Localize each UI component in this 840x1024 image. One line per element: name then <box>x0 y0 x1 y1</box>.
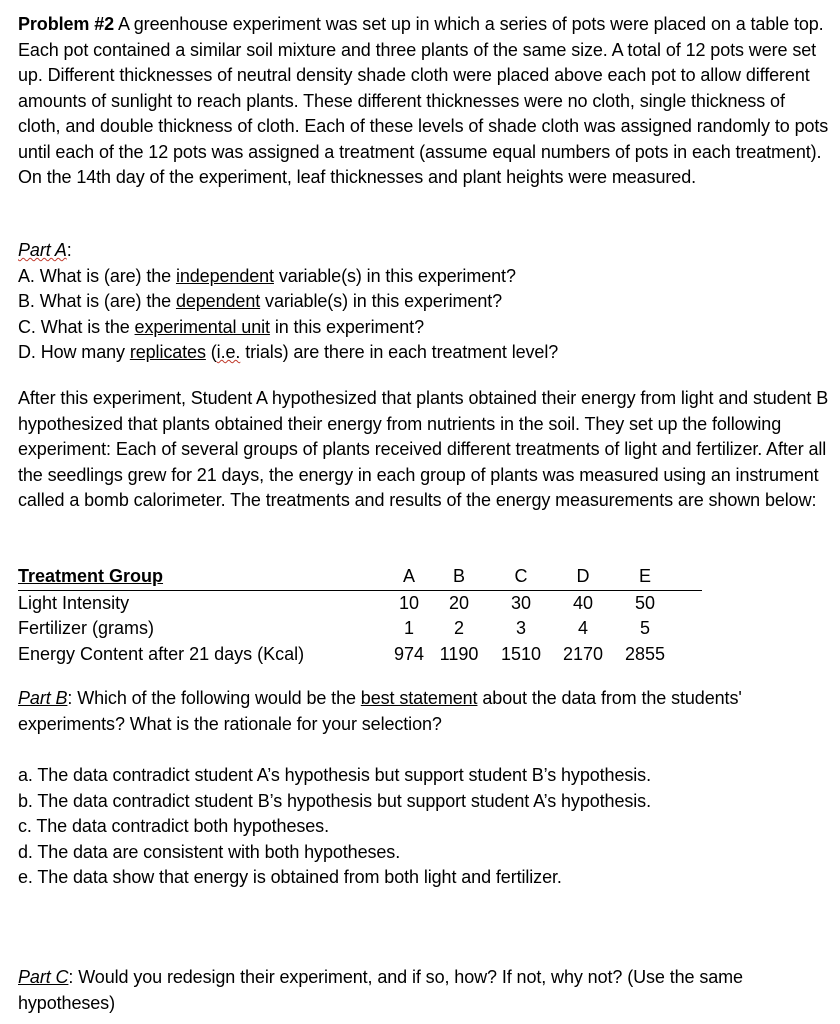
table-cell: 2170 <box>562 643 604 664</box>
table-row <box>18 590 702 616</box>
header-rule-extension <box>676 564 702 590</box>
treatment-group-header: Treatment Group <box>18 564 390 590</box>
qd-post: trials) are there in each treatment level? <box>240 342 559 362</box>
problem-heading: Problem #2 <box>18 14 115 34</box>
qd-mid: ( <box>205 342 217 362</box>
group-header: D <box>552 564 614 590</box>
part-b-options <box>18 763 830 891</box>
qa-underlined: independent <box>175 265 274 286</box>
qc-pre: C. What is the <box>18 316 135 337</box>
table-cell: 1190 <box>439 643 479 664</box>
table-cell: 10 <box>398 592 420 613</box>
qb-post: variable(s) in this experiment? <box>260 291 503 311</box>
table-cell: 30 <box>510 592 532 613</box>
qc-post: in this experiment? <box>269 316 424 337</box>
qb-pre: B. What is (are) the <box>18 291 176 311</box>
qc-underlined: experimental unit <box>134 316 270 337</box>
row-label: Fertilizer (grams) <box>18 618 155 638</box>
group-header: C <box>490 564 552 590</box>
empty-cell <box>676 616 702 642</box>
part-c-post: : Would you redesign their experiment, and if so, how? If not, why not? (Use the same hypotheses) <box>18 967 743 1013</box>
part-a-question-b <box>18 289 830 315</box>
part-a-colon: : <box>66 240 72 260</box>
table-cell: 50 <box>634 592 656 613</box>
qd-pre: D. How many <box>18 342 130 362</box>
group-header: B <box>428 564 490 590</box>
part-c-title: Part C <box>18 967 69 987</box>
qa-pre: A. What is (are) the <box>18 265 176 286</box>
group-header: E <box>614 564 676 590</box>
part-b-underlined: best statement <box>360 688 478 708</box>
option-a: a. The data contradict student A’s hypothesis but support student B’s hypothesis. <box>18 765 651 785</box>
part-b-title: Part B <box>18 688 68 708</box>
group-header: A <box>390 564 428 590</box>
table-row <box>18 616 702 642</box>
table-cell: 20 <box>448 592 470 613</box>
table-cell: 2855 <box>624 643 666 664</box>
table-header-row <box>18 564 702 590</box>
part-a-title: Part A <box>18 240 67 260</box>
table-cell: 5 <box>639 618 650 638</box>
qb-underlined: dependent <box>175 291 261 311</box>
part-b-post: about the data from the students' experiments? What is the rationale for your selection? <box>18 688 742 734</box>
table-cell: 3 <box>515 618 526 638</box>
table-row <box>18 642 702 668</box>
table-cell: 2 <box>453 618 464 638</box>
row-label: Energy Content after 21 days (Kcal) <box>18 643 305 664</box>
part-b-prompt <box>18 686 830 737</box>
problem-intro-text: A greenhouse experiment was set up in which a series of pots were placed on a table top. Each pot contained a similar soil mixture and three plants of the same size. A total of 12 pots were set up. Different thicknesses of neutral density shade cloth were placed above each pot to allow different amounts of sunlight to reach plants. These different thicknesses were no cloth, single thickness of cloth, and double thickness of cloth. Each of these levels of shade cloth was assigned randomly to pots until each of the 12 pots was assigned a treatment (assume equal numbers of pots in each treatment). On the 14th day of the experiment, leaf thicknesses and plant heights were measured. <box>18 14 829 187</box>
part-a-question-c <box>18 315 830 341</box>
qd-underlined: replicates <box>129 342 206 362</box>
empty-cell <box>676 642 702 668</box>
part-c-prompt <box>18 965 830 1016</box>
option-c: c. The data contradict both hypotheses. <box>18 816 329 836</box>
problem-intro <box>18 12 830 191</box>
part-a-question-a <box>18 264 830 290</box>
table-cell: 1510 <box>500 643 542 664</box>
option-e: e. The data show that energy is obtained from both light and fertilizer. <box>18 867 562 887</box>
hypothesis-paragraph: After this experiment, Student A hypothesized that plants obtained their energy from light and student B hypothesized that plants obtained their energy from nutrients in the soil. They set up the following experiment: Each of several groups of plants received different treatments of light and fertilizer. After all the seedlings grew for 21 days, the energy in each group of plants was measured using an instrument called a bomb calorimeter. The treatments and results of the energy measurements are shown below: <box>18 388 829 510</box>
part-b-pre: : Which of the following would be the <box>67 688 361 708</box>
part-a-title-line <box>18 238 830 264</box>
option-b: b. The data contradict student B’s hypothesis but support student A’s hypothesis. <box>18 790 651 811</box>
part-a-section <box>18 238 830 366</box>
table-cell: 974 <box>393 643 425 664</box>
qa-post: variable(s) in this experiment? <box>273 265 516 286</box>
treatment-table <box>18 564 702 667</box>
row-label: Light Intensity <box>18 592 130 613</box>
qd-ie: i.e. <box>216 342 241 362</box>
empty-cell <box>676 590 702 616</box>
option-d: d. The data are consistent with both hypotheses. <box>18 841 401 862</box>
table-cell: 1 <box>403 618 414 638</box>
table-cell: 40 <box>572 592 594 613</box>
table-cell: 4 <box>577 618 588 638</box>
part-a-question-d <box>18 340 830 366</box>
